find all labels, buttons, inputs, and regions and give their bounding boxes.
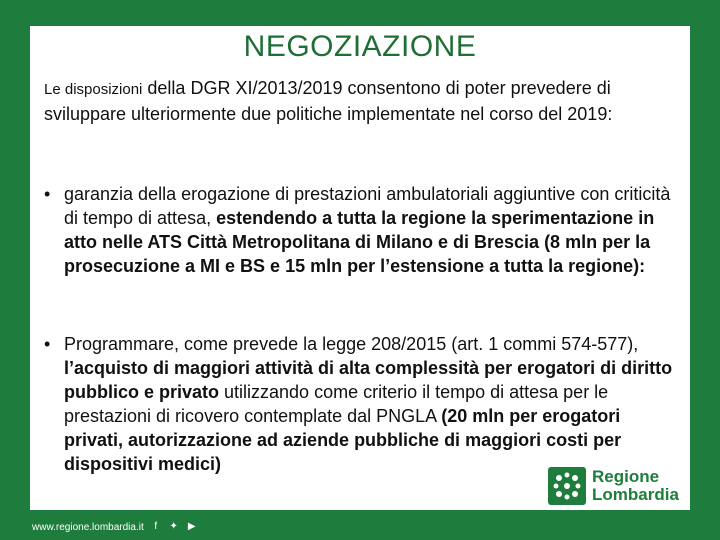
facebook-icon[interactable]: f [154, 521, 158, 532]
bullet-1-bold: estendendo a tutta la regione la sperimentazione in atto nelle ATS Città Metropolitana di Milano e di Brescia (8 mln per la prosecuzione a MI e BS e 15 mln per l’estensione a tutta la regione): [64, 208, 655, 276]
intro-text: della DGR XI/2013/2019 consentono di poter prevedere di sviluppare ulteriormente due politiche implementate nel corso del 2019: [44, 78, 613, 124]
footer-bar [32, 519, 198, 535]
intro-paragraph [44, 76, 684, 126]
twitter-icon[interactable]: ✦ [169, 521, 178, 532]
bullet-2-text: Programmare, come prevede la legge 208/2015 (art. 1 commi 574-577), [64, 334, 639, 354]
bullet-dot: • [44, 334, 51, 354]
slide-title: NEGOZIAZIONE [243, 30, 477, 63]
logo-line-2: Lombardia [592, 485, 679, 504]
bullet-2-bold: l’acquisto di maggiori attività di alta complessità per erogatori di diritto pubblico e privato [64, 358, 673, 402]
intro-lead: Le disposizioni [44, 81, 143, 98]
bullet-item-2 [44, 332, 684, 476]
regione-lombardia-rose-icon [548, 467, 586, 505]
regione-lombardia-logo [548, 466, 688, 506]
logo-line-1: Regione [592, 467, 660, 486]
youtube-icon[interactable]: ▶ [187, 521, 196, 532]
bullet-item-1 [44, 182, 684, 278]
footer-url-link[interactable]: www.regione.lombardia.it [32, 521, 144, 533]
bullet-2-bold-2: (20 mln per erogatori privati, autorizzazione ad aziende pubbliche di maggiori costi per dispositivi medici) [64, 406, 622, 474]
bullet-dot: • [44, 184, 51, 204]
bullet-2-text-2: utilizzando come criterio il tempo di attesa per le prestazioni di ricovero contemplate dal PNGLA [64, 382, 609, 426]
slide-panel [30, 26, 690, 510]
bullet-1-text: garanzia della erogazione di prestazioni ambulatoriali aggiuntive con criticità di tempo di attesa, [64, 184, 671, 228]
logo-text [592, 468, 679, 504]
